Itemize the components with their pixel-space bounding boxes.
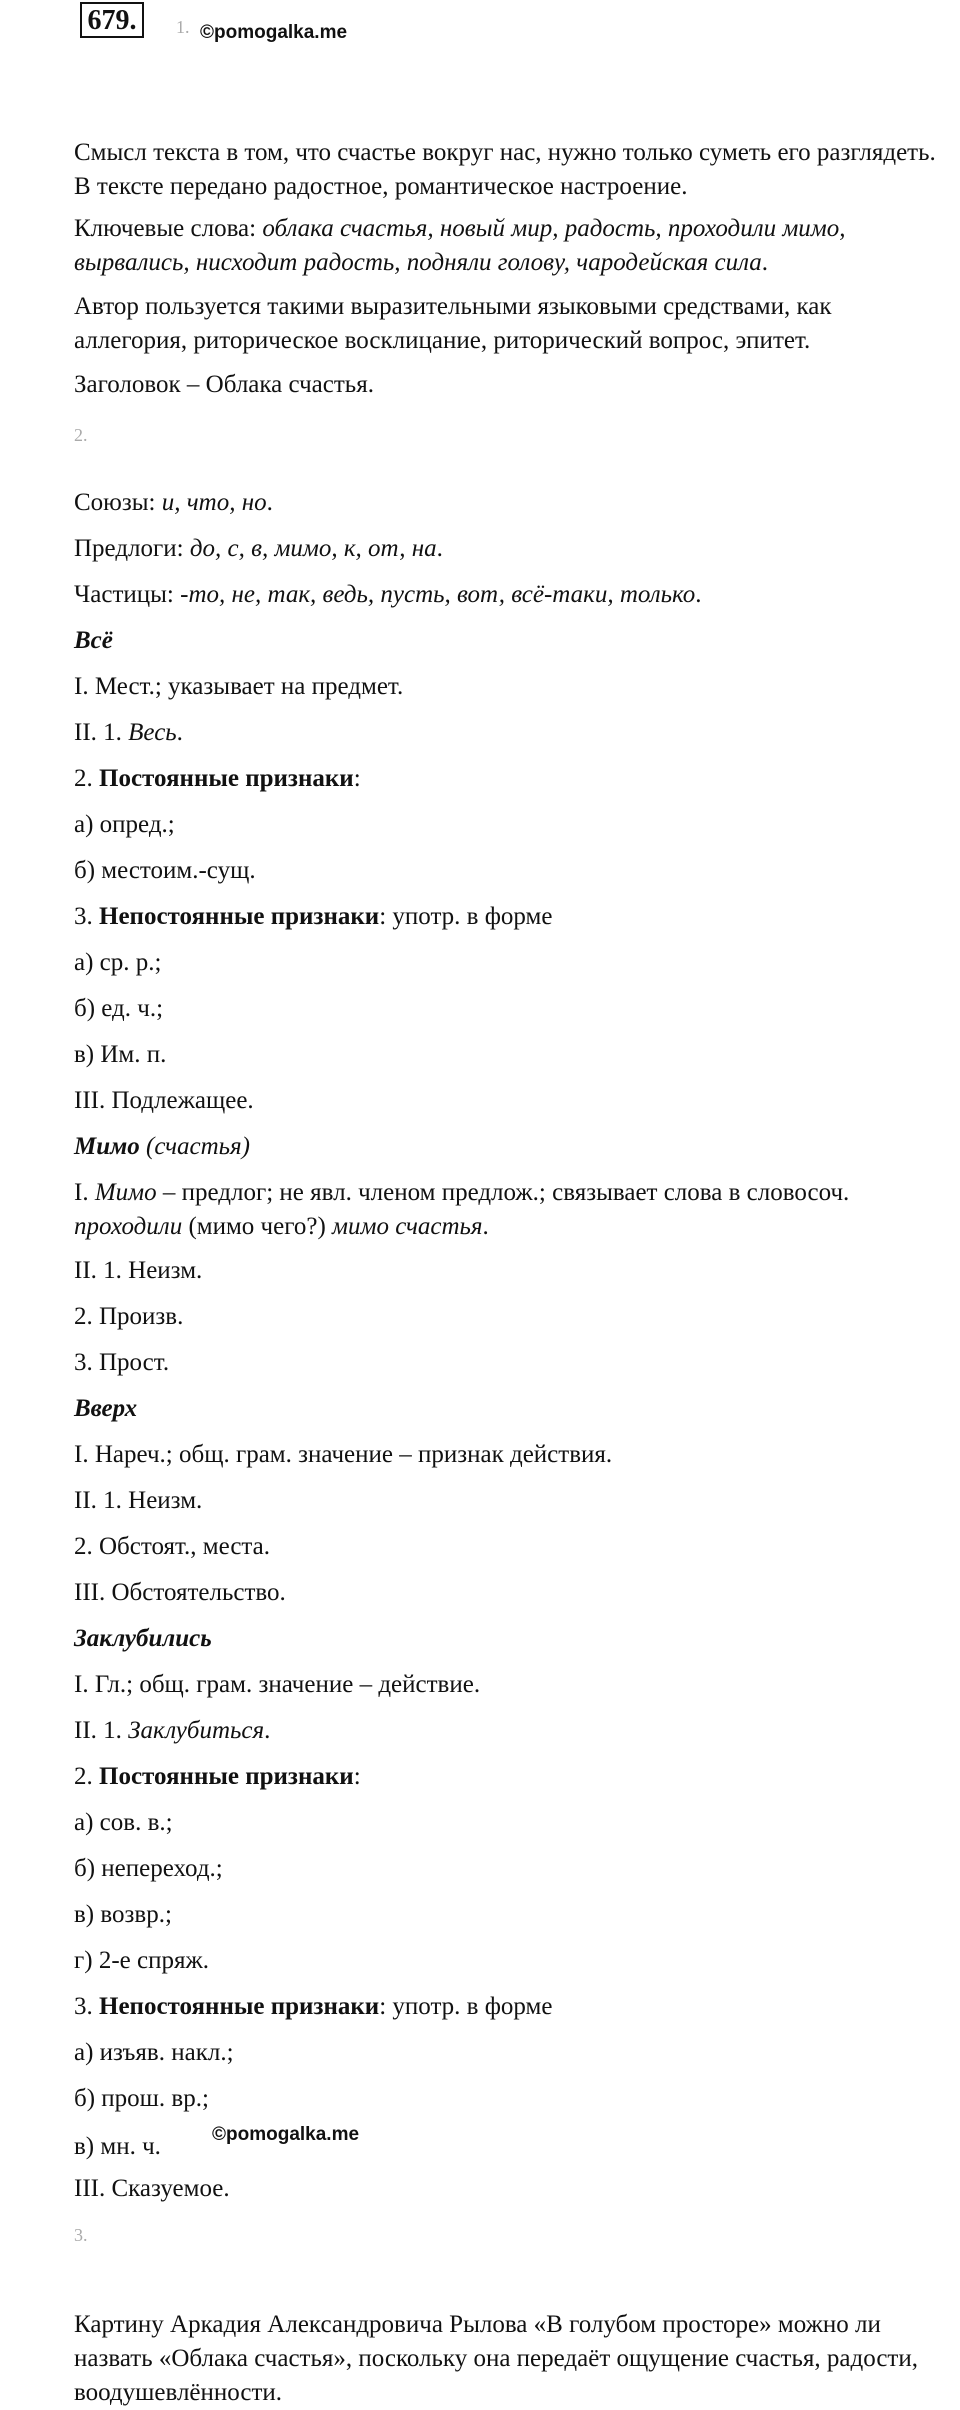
watermark-middle: ©pomogalka.me [212,2124,360,2145]
zaklub-line-12: III. Сказуемое. [74,2175,230,2202]
mimo-line-3: 2. Произв. [74,1303,184,1330]
vse-line-10: III. Подлежащее. [74,1087,254,1114]
title-line: Заголовок – Облака счастья. [74,371,374,398]
zaklub-line-4: а) сов. в.; [74,1809,173,1836]
section-number-2: 2. [74,425,88,445]
mimo-line-4: 3. Прост. [74,1349,170,1376]
vverh-line-3: 2. Обстоят., места. [74,1533,270,1560]
zaklub-line-7: г) 2-е спряж. [74,1947,209,1974]
vverh-line-1: I. Нареч.; общ. грам. значение – признак действия. [74,1441,613,1468]
particles-line: Частицы: -то, не, так, ведь, пусть, вот, всё-таки, только. [74,581,702,608]
vse-heading: Всё [74,627,113,654]
painting-paragraph: Картину Аркадия Александровича Рылова «В голубом просторе» можно ли назвать «Облака счастья», поскольку она передаёт ощущение счастья, радости, воодушевлённости. [74,2311,918,2406]
keywords-label: Ключевые слова: [74,215,263,242]
zaklub-line-11: в) мн. ч. [74,2133,161,2160]
vverh-heading: Вверх [74,1395,138,1422]
vverh-line-2: II. 1. Неизм. [74,1487,203,1514]
vse-line-8: б) ед. ч.; [74,995,164,1022]
keywords-list: облака счастья, новый мир, радость, проходили мимо, вырвались, нисходит радость, подняли голову, чародейская сила [74,215,846,276]
summary-paragraph: Смысл текста в том, что счастье вокруг нас, нужно только суметь его разглядеть. В тексте передано радостное, романтическое настроение. [74,139,936,200]
vse-line-3: 2. Постоянные признаки: [74,765,361,792]
section-number-3: 3. [74,2225,88,2245]
mimo-heading: Мимо (счастья) [74,1133,251,1160]
zaklub-line-10: б) прош. вр.; [74,2085,209,2112]
vse-line-4: а) опред.; [74,811,175,838]
zaklub-line-3: 2. Постоянные признаки: [74,1763,361,1790]
conjunctions-line: Союзы: и, что, но. [74,489,273,516]
vse-line-6: 3. Непостоянные признаки: употр. в форме [74,903,553,930]
vse-line-2: II. 1. Весь. [74,719,183,746]
watermark-top: ©pomogalka.me [200,22,348,43]
means-paragraph: Автор пользуется такими выразительными языковыми средствами, как аллегория, риторическое восклицание, риторический вопрос, эпитет. [74,293,832,354]
mimo-line-2: II. 1. Неизм. [74,1257,203,1284]
vse-line-9: в) Им. п. [74,1041,167,1068]
vse-line-7: а) ср. р.; [74,949,162,976]
vse-line-1: I. Мест.; указывает на предмет. [74,673,404,700]
zaklub-line-8: 3. Непостоянные признаки: употр. в форме [74,1993,553,2020]
vse-line-5: б) местоим.-сущ. [74,857,256,884]
keywords-paragraph: Ключевые слова: облака счастья, новый мир, радость, проходили мимо, вырвались, нисходит радость, подняли голову, чародейская сила. [74,215,846,276]
mimo-line-1: I. Мимо – предлог; не явл. членом предлож.; связывает слова в словосоч. проходили (мимо чего?) мимо счастья. [74,1179,850,1240]
zaklub-line-2: II. 1. Заклубиться. [74,1717,271,1744]
zaklub-line-9: а) изъяв. накл.; [74,2039,234,2066]
section-number-1: 1. [176,17,190,37]
exercise-number: 679. [80,2,144,38]
zaklub-line-5: б) непереход.; [74,1855,223,1882]
zaklub-line-6: в) возвр.; [74,1901,172,1928]
vverh-line-4: III. Обстоятельство. [74,1579,286,1606]
zaklub-line-1: I. Гл.; общ. грам. значение – действие. [74,1671,481,1698]
zaklub-heading: Заклубились [74,1625,212,1652]
prepositions-line: Предлоги: до, с, в, мимо, к, от, на. [74,535,443,562]
